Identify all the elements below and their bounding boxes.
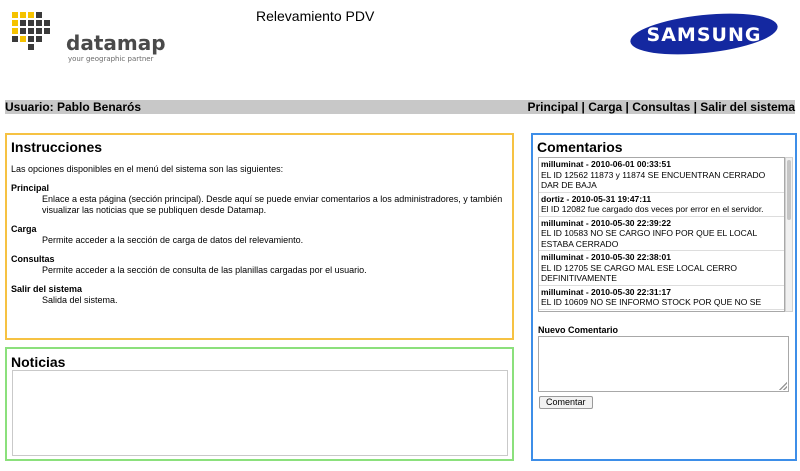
instructions-panel — [5, 133, 514, 340]
scrollbar-thumb[interactable] — [787, 160, 791, 220]
new-comment-label: Nuevo Comentario — [538, 325, 619, 335]
resize-grip-icon[interactable] — [779, 382, 787, 390]
comment-header: milluminat - 2010-05-30 22:31:17 — [541, 286, 671, 297]
instruction-section-title: Carga — [11, 224, 37, 234]
instruction-section-title: Consultas — [11, 254, 55, 264]
datamap-logo-tagline: your geographic partner — [68, 55, 154, 63]
main-nav — [527, 100, 795, 114]
comment-header: milluminat - 2010-05-30 22:39:22 — [541, 217, 671, 228]
news-title: Noticias — [11, 354, 66, 370]
comment-item — [539, 251, 784, 286]
nav-separator: | — [690, 100, 701, 114]
comment-submit-button[interactable]: Comentar — [539, 396, 593, 409]
comment-item — [539, 158, 784, 193]
instruction-section-text: Enlace a esta página (sección principal). Desde aquí se puede enviar comentarios a los administradores, y también visualizar las noticias que se publiquen desde Datamap. — [42, 194, 503, 215]
nav-carga[interactable]: Carga — [588, 100, 623, 114]
instruction-section — [11, 183, 507, 216]
instruction-section-title: Principal — [11, 183, 50, 193]
samsung-logo-text: SAMSUNG — [646, 24, 762, 46]
nav-separator: | — [622, 100, 633, 114]
instruction-section — [11, 284, 507, 306]
instruction-section — [11, 254, 507, 276]
user-bar — [5, 100, 795, 114]
comment-item — [539, 286, 784, 310]
comment-text: El ID 12082 fue cargado dos veces por error en el servidor. — [541, 204, 764, 214]
page-title: Relevamiento PDV — [256, 8, 375, 24]
nav-consultas[interactable]: Consultas — [632, 100, 691, 114]
comment-text: EL ID 10583 NO SE CARGO INFO POR QUE EL LOCAL ESTABA CERRADO — [541, 228, 757, 249]
instruction-section — [11, 224, 507, 246]
news-panel — [5, 347, 514, 461]
nav-salir[interactable]: Salir del sistema — [700, 100, 795, 114]
comment-header: milluminat - 2010-05-30 22:38:01 — [541, 252, 671, 262]
instruction-section-title: Salir del sistema — [11, 284, 83, 294]
comment-header: milluminat - 2010-06-01 00:33:51 — [541, 159, 671, 169]
instructions-body — [11, 164, 507, 314]
datamap-logo — [8, 6, 183, 66]
instruction-section-text: Salida del sistema. — [42, 295, 118, 305]
comment-item — [539, 217, 784, 252]
nav-principal[interactable]: Principal — [527, 100, 579, 114]
instruction-section-text: Permite acceder a la sección de carga de datos del relevamiento. — [42, 235, 304, 245]
comment-text: EL ID 10609 NO SE INFORMO STOCK POR QUE NO SE — [541, 297, 762, 307]
news-box[interactable] — [12, 370, 508, 456]
new-comment-textarea[interactable] — [538, 336, 789, 392]
datamap-logo-text: datamap — [66, 31, 166, 55]
nav-separator: | — [578, 100, 589, 114]
comment-item — [539, 193, 784, 217]
comment-text: EL ID 12562 11873 y 11874 SE ENCUENTRAN CERRADO DAR DE BAJA — [541, 169, 766, 190]
instructions-title: Instrucciones — [11, 139, 103, 155]
instruction-section-text: Permite acceder a la sección de consulta de las planillas cargadas por el usuario. — [42, 265, 367, 275]
comments-list[interactable] — [538, 157, 785, 312]
samsung-logo — [628, 12, 780, 56]
user-label: Usuario: Pablo Benarós — [5, 100, 142, 114]
comments-scrollbar[interactable] — [785, 157, 793, 312]
comment-text: EL ID 12705 SE CARGO MAL ESE LOCAL CERRO DEFINITIVAMENTE — [541, 262, 738, 283]
comments-panel — [531, 133, 797, 461]
comments-title: Comentarios — [537, 139, 623, 155]
datamap-logo-mark — [8, 6, 183, 66]
instructions-intro: Las opciones disponibles en el menú del sistema son las siguientes: — [11, 164, 284, 174]
comment-header: dortiz - 2010-05-31 19:47:11 — [541, 193, 652, 204]
